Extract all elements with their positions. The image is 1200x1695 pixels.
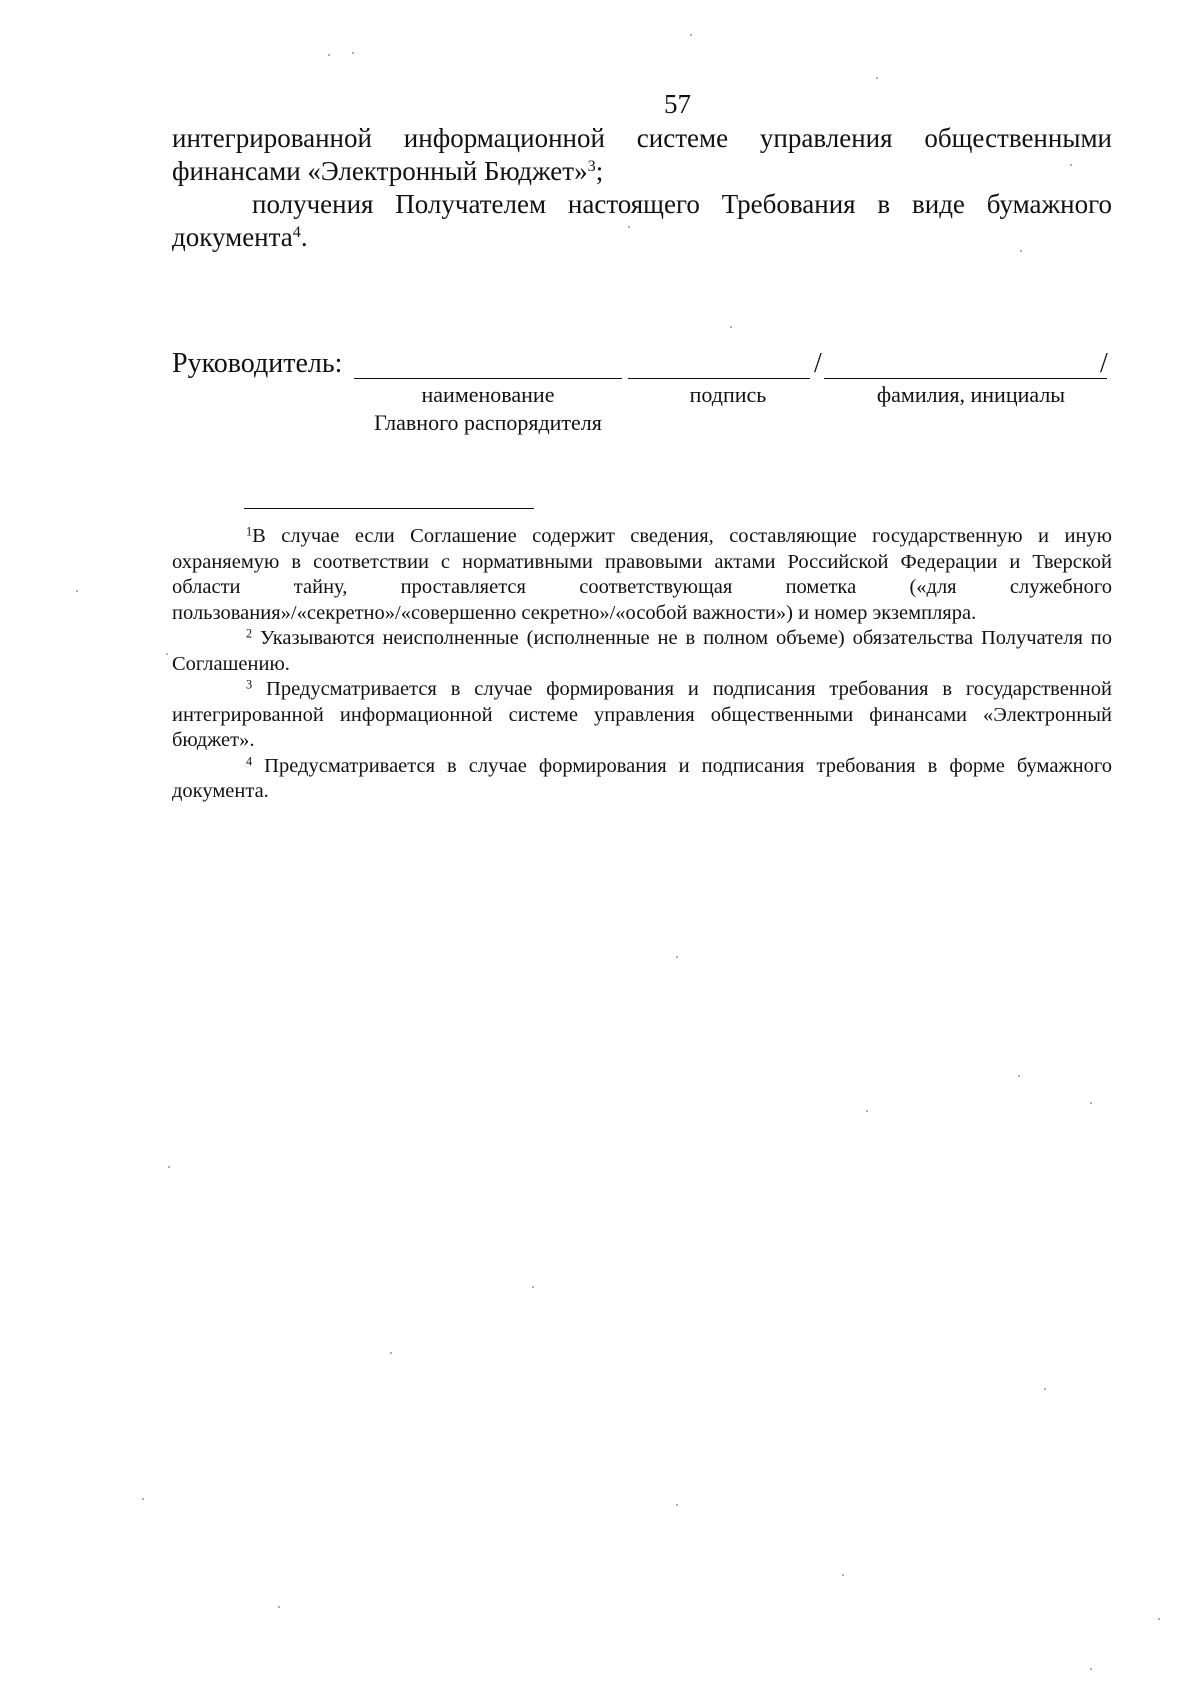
scan-speck: [676, 1504, 678, 1506]
caption-name: [354, 381, 622, 437]
scan-speck: [352, 52, 354, 54]
footnote-3: [172, 677, 1112, 754]
footnote-2: [172, 626, 1112, 677]
signature-line-fullname[interactable]: [824, 378, 1107, 379]
footnote-4: [172, 754, 1112, 805]
scan-speck: [1090, 1102, 1092, 1104]
scan-speck: [866, 1110, 868, 1112]
caption-name-line1: наименование: [421, 382, 555, 407]
signature-line-signature[interactable]: [628, 378, 810, 379]
footnote-text-4: Предусматривается в случае формирования и подписания требования в форме бумажного документа.: [172, 754, 1112, 802]
scan-speck: [142, 1498, 144, 1500]
scan-speck: [166, 653, 168, 655]
scan-speck: [1158, 1618, 1160, 1620]
footnote-mark-1: 1: [246, 524, 253, 539]
scan-speck: [690, 34, 692, 36]
main-text: [172, 122, 1112, 254]
scan-speck: [532, 1286, 534, 1288]
signature-slash-1: /: [814, 348, 822, 379]
signature-label: Руководитель:: [172, 348, 343, 379]
footnotes: [172, 524, 1112, 805]
footnote-text-3: Предусматривается в случае формирования и подписания требования в государственной интегрированной информационной системе управления общественными финансами «Электронный бюджет».: [172, 678, 1112, 751]
scan-speck: [278, 1606, 280, 1608]
footnote-1: [172, 524, 1112, 626]
scan-speck: [1020, 250, 1022, 252]
scan-speck: [390, 1352, 392, 1354]
footnote-mark-4: 4: [246, 753, 253, 768]
footnote-separator: [244, 508, 534, 509]
page-number: 57: [664, 89, 691, 119]
scan-speck: [1070, 164, 1072, 166]
footnote-ref-4[interactable]: 4: [292, 223, 301, 242]
scan-speck: [1018, 1075, 1020, 1077]
signature-slash-2: /: [1100, 348, 1108, 379]
scan-speck: [328, 54, 330, 56]
scan-speck: [730, 326, 732, 328]
caption-signature: подпись: [689, 382, 767, 407]
scan-speck: [842, 1574, 844, 1576]
caption-name-line2: Главного распорядителя: [374, 410, 602, 435]
scan-speck: [76, 590, 78, 592]
paragraph-2-text: получения Получателем настоящего Требования в виде бумажного документа: [172, 189, 1112, 252]
scan-speck: [876, 77, 878, 79]
signature-line-name[interactable]: [354, 378, 622, 379]
paragraph-2: [172, 188, 1112, 254]
scan-speck: [628, 226, 630, 228]
footnote-ref-3[interactable]: 3: [587, 157, 596, 176]
scan-speck: [1044, 1388, 1046, 1390]
footnote-text-1: В случае если Соглашение содержит сведения, составляющие государственную и иную охраняемую в соответствии с нормативными правовыми актами Российской Федерации и Тверской области тайну, проставляется соответствующая пометка («для служебного пользования»/«секретно»/«совершенно секретно»/«особой важности») и номер экземпляра.: [172, 525, 1112, 624]
scan-speck: [676, 956, 678, 958]
scan-speck: [168, 1166, 170, 1168]
paragraph-1: [172, 122, 1112, 188]
paragraph-1-end: ;: [595, 156, 604, 186]
paragraph-2-end: .: [300, 222, 308, 252]
footnote-text-2: Указываются неисполненные (исполненные не в полном объеме) обязательства Получателя по Соглашению.: [172, 627, 1112, 675]
caption-fullname: фамилия, инициалы: [876, 382, 1066, 407]
footnote-mark-3: 3: [246, 677, 253, 692]
footnote-mark-2: 2: [246, 626, 253, 641]
scan-speck: [1090, 1668, 1092, 1670]
paragraph-1-text: интегрированной информационной системе управления общественными финансами «Электронный Бюджет»: [172, 123, 1112, 186]
